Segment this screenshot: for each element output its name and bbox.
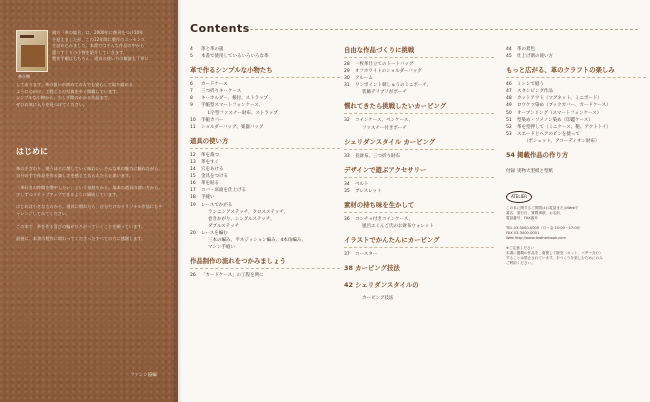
item-title: 金具をつける <box>201 174 228 180</box>
publisher-line: TEL 03-3000-0000（月〜金 10:00〜17:00） <box>506 226 583 231</box>
intro-line: してあります。革の扱いが初めての方でも安心して取り組める <box>16 82 133 87</box>
item-title: 三本の編み、平ネジッション編み、4本角編み、 <box>208 237 307 243</box>
section-title: 38 カービング技法 <box>344 264 400 273</box>
page-number: 13 <box>190 159 196 165</box>
contents-item <box>190 272 340 279</box>
section-title: 42 シェリダンスタイルの <box>344 281 419 290</box>
page-number: 16 <box>190 181 196 187</box>
item-title: （ポシェット、アコーディオン財布） <box>524 138 600 144</box>
contents-item <box>190 216 340 223</box>
item-title: 革を貼る <box>201 181 219 187</box>
page-number: 35 <box>344 188 350 194</box>
contents-item <box>506 88 646 95</box>
publisher-line: ※ご注意ください <box>506 246 535 251</box>
contents-item <box>506 53 646 60</box>
item-title: ファスナー付きポーチ <box>362 125 407 131</box>
section-title: 作品制作の流れをつかみましょう <box>190 257 340 269</box>
publisher-info <box>506 183 646 266</box>
contents-column-3 <box>506 46 646 266</box>
page-number: 48 <box>506 96 512 102</box>
contents-item <box>506 110 646 117</box>
contents-item <box>190 46 340 53</box>
contents-item <box>190 95 340 102</box>
section-title: もっと広がる、革のクラフトの楽しみ <box>506 66 646 78</box>
contents-item <box>190 194 340 201</box>
page-number: 46 <box>506 82 512 88</box>
intro-line: 製作手順はもちろん、道具の使い方の解説も丁寧に <box>52 56 149 62</box>
thumbnail-image <box>21 45 45 67</box>
publisher-line: 書名、発行日、質問事項、お名前、 <box>506 211 564 216</box>
page-number: 5 <box>190 54 193 60</box>
book-cover-thumbnail <box>16 30 48 72</box>
page-number: 19 <box>190 202 196 208</box>
page-number: 11 <box>190 124 196 130</box>
preface-paragraph: はじめは小さなものから。道具に慣れたら、自分だけのオリジナル作品にもチャレンジしてみてください。 <box>16 204 163 216</box>
page-number: 付録 <box>506 169 515 175</box>
contents-item <box>190 81 340 88</box>
contents-item <box>190 166 340 173</box>
section-title: イラストでかんたんにカービング <box>344 236 494 248</box>
contents-title: Contents <box>190 22 250 35</box>
contents-item <box>344 68 494 75</box>
item-title: コンチョ付きコインケース、 <box>355 216 414 222</box>
page-number: 31 <box>344 83 350 89</box>
contents-item <box>506 168 646 175</box>
contents-section <box>190 257 340 279</box>
contents-item <box>506 81 646 88</box>
contents-item <box>190 180 340 187</box>
item-title: コースター <box>355 252 378 258</box>
preface-heading: はじめに <box>16 147 48 156</box>
item-title: アルーム <box>355 76 373 82</box>
page-number: 51 <box>506 117 512 123</box>
item-title: ロウケツ染め（ブックカバー、カードケース） <box>517 103 611 109</box>
page-number: 49 <box>506 103 512 109</box>
contents-item <box>344 89 494 96</box>
contents-item <box>344 216 494 223</box>
item-title: ベルト <box>355 181 369 187</box>
contents-section <box>344 166 494 195</box>
contents-item <box>506 131 646 138</box>
item-title: レースを編む <box>201 230 228 236</box>
contents-item <box>190 244 340 251</box>
item-title: コバ・床面を仕上げる <box>201 188 246 194</box>
section-title: 54 掲載作品の作り方 <box>506 151 569 160</box>
page-number: 18 <box>190 195 196 201</box>
contents-item <box>190 110 340 117</box>
contents-item <box>190 230 340 237</box>
contents-item <box>344 251 494 258</box>
contents-section <box>344 281 494 302</box>
page-number: 29 <box>344 69 350 75</box>
section-title: 素材の持ち味を生かして <box>344 201 494 213</box>
contents-item <box>190 117 340 124</box>
contents-item <box>344 61 494 68</box>
page-number: 26 <box>190 273 196 279</box>
item-title: L字型ファスナー財布、ストラップ <box>208 110 278 116</box>
contents-item <box>190 152 340 159</box>
contents-item <box>344 181 494 188</box>
item-title: 巻きかがり、シングルステッチ、 <box>208 216 275 222</box>
item-title: 手帳型スマートフォンケース、 <box>201 103 264 109</box>
item-title: カービング技法 <box>362 296 394 302</box>
item-title: 革を裁つ <box>201 152 219 158</box>
item-title: 実物大型紙と型紙 <box>517 169 553 175</box>
page-number: 52 <box>506 124 512 130</box>
page-number: 4 <box>190 47 193 52</box>
contents-section <box>506 66 646 145</box>
contents-section <box>344 138 494 160</box>
item-title: 革をすく <box>201 159 219 165</box>
item-title: カードケース <box>201 82 228 88</box>
publisher-line: Web http://www.leatherbook.com <box>506 236 566 241</box>
section-title: シェリダンスタイル カービング <box>344 138 494 150</box>
page-number: 14 <box>190 167 196 173</box>
contents-item <box>190 124 340 131</box>
item-title: スタンピング作品 <box>517 89 553 95</box>
contents-section <box>344 201 494 230</box>
preface-paragraph: 「革好きの仲間を増やしたい」という気持ちから、基本の道具の使い方から、少しずつステップアップできるように構成しています。 <box>16 185 163 197</box>
contents-item <box>344 223 494 230</box>
thumbnail-title-bar <box>20 35 34 38</box>
publisher-logo: ATELIER <box>506 191 532 203</box>
contents-divider <box>250 29 638 30</box>
item-title: キーホルダー、根付、ストラップ <box>201 96 269 102</box>
publisher-line: 本書に掲載の作品を、複製して販売（ネット、バザー含む） <box>506 251 603 256</box>
publisher-line: することは禁止されています。手づくりを楽しむためにのみ <box>506 256 603 261</box>
item-title: カットアウト（マグネット、ミニボード） <box>517 96 602 102</box>
contents-section <box>190 46 340 60</box>
page-number: 33 <box>344 153 350 159</box>
contents-section <box>506 168 646 175</box>
item-title: ワンポイント刺しゅうのミニポーチ、 <box>355 83 432 89</box>
item-title: ショルダーバッグ、楽器バッグ <box>201 124 264 130</box>
page-number: 47 <box>506 89 512 95</box>
item-title: ミシンで縫う <box>517 82 544 88</box>
contents-section <box>190 66 340 131</box>
contents-item <box>344 153 494 160</box>
page-number: 17 <box>190 188 196 194</box>
contents-item <box>344 117 494 124</box>
item-title: 手帳カバー <box>201 117 224 123</box>
page-number: 34 <box>344 181 350 187</box>
publisher-line: 電話番号、FAX番号 <box>506 216 538 221</box>
contents-section <box>344 46 494 96</box>
page-number: 12 <box>190 152 196 158</box>
publisher-line: FAX 03-3000-0001 <box>506 231 540 236</box>
item-title: 「カードケース」の工程を例に <box>201 273 264 279</box>
intro-text-continued <box>16 82 168 108</box>
contents-item <box>190 159 340 166</box>
item-title: 革の着色 <box>517 47 535 52</box>
preface-paragraph: 革の手ざわり、使うほどに増していく味わい。そんな革の魅力に触れながら、自分の手で作品を作る楽しさを感じてもらえたらと思います。 <box>16 166 163 178</box>
item-title: 仕上げ剤の使い方 <box>517 54 553 60</box>
item-title: コインケース、ペンケース、 <box>355 118 414 124</box>
page-number: 36 <box>344 216 350 222</box>
intro-line: ように心がけ、工程ごとの写真を多く掲載しています。 <box>16 88 121 94</box>
page-number: 50 <box>506 110 512 116</box>
contents-item <box>506 95 646 102</box>
page-number: 44 <box>506 47 512 52</box>
contents-item <box>506 138 646 145</box>
publisher-line: この本に関するご質問はお電話またはWebで <box>506 206 579 211</box>
contents-item <box>190 223 340 230</box>
intro-line: 選りすぐりの小物を紹介していきます。 <box>52 49 128 55</box>
contents-item <box>190 209 340 216</box>
intro-line: 親方「革の総合」は、2000年に創刊をつけ10年 <box>52 30 144 35</box>
contents-section <box>344 102 494 131</box>
contents-item <box>344 295 494 302</box>
contents-item <box>190 202 340 209</box>
page-number: 28 <box>344 62 350 67</box>
page-number: 10 <box>190 117 196 123</box>
intro-line: を詰め込みました。本書ではそんな作品の中から <box>52 43 145 49</box>
thumbnail-label: 革小物 <box>18 74 30 79</box>
page-number: 30 <box>344 76 350 82</box>
contents-item <box>344 75 494 82</box>
section-title: 道具の使い方 <box>190 137 340 149</box>
page-number: 8 <box>190 96 193 102</box>
item-title: ダブルステッチ <box>208 223 240 229</box>
page-number: 20 <box>190 230 196 236</box>
section-title: 自由な作品づくりに挑戦 <box>344 46 494 58</box>
item-title: スエードとヘアのビンを使って <box>517 131 580 137</box>
page-gutter <box>174 0 182 402</box>
item-title: 型染め・ソメノン染め（印鑑ケース） <box>517 117 593 123</box>
contents-item <box>190 88 340 95</box>
contents-item <box>506 102 646 109</box>
page-number: 15 <box>190 174 196 180</box>
contents-section <box>506 46 646 60</box>
contents-item <box>506 46 646 53</box>
item-title: 風呂エくんご氏のお財布ウォレット <box>362 224 434 230</box>
contents-column-2 <box>344 46 494 308</box>
preface-paragraph: 最後に、本書の製作に関わってくださったすべての方に感謝します。 <box>16 236 146 242</box>
item-title: 革と革の扱 <box>201 47 224 52</box>
contents-item <box>506 117 646 124</box>
intro-text <box>52 30 168 63</box>
intro-line: を迎えましたが、この12年間に製作のエッセンス <box>52 36 146 42</box>
contents-item <box>506 124 646 131</box>
contents-item <box>190 237 340 244</box>
contents-item <box>344 82 494 89</box>
preface-body <box>16 166 166 249</box>
item-title: 本書で使用しているいろいろな革 <box>201 54 269 60</box>
page-number: 6 <box>190 82 193 88</box>
contents-section <box>190 137 340 251</box>
item-title: オフホワイトのショルダーバッグ <box>355 69 422 75</box>
item-title: 手縫い <box>201 195 215 201</box>
section-title: 慣れてきたら挑戦したいカービング <box>344 102 494 114</box>
item-title: マシン手縫い <box>208 245 235 251</box>
item-title: レースでかがる <box>201 202 233 208</box>
contents-item <box>344 125 494 132</box>
page-number: 37 <box>344 252 350 258</box>
intro-panel <box>0 0 178 402</box>
contents-item <box>190 173 340 180</box>
page-number: 32 <box>344 118 350 124</box>
contents-item <box>190 187 340 194</box>
item-title: 革を型押して（ミニケース、鞄、アクトトイ） <box>517 124 612 130</box>
item-title: 装飾デリプリがポーチ <box>362 90 407 96</box>
item-title: 穴をあける <box>201 167 224 173</box>
item-title: 長財布、三つ折り財布 <box>355 153 400 159</box>
page-number: 53 <box>506 131 512 137</box>
section-title: デザインで遊ぶアクセサリー <box>344 166 494 178</box>
contents-section <box>344 236 494 258</box>
contents-section <box>344 264 494 275</box>
item-title: オープンリング（スマートフォンケース） <box>517 110 602 116</box>
item-title: ブレスレット <box>355 188 382 194</box>
page-number: 45 <box>506 54 512 60</box>
contents-item <box>190 102 340 109</box>
contents-item <box>190 53 340 60</box>
item-title: 一枚革仕立てのトートバッグ <box>355 62 414 67</box>
contents-section <box>506 151 646 162</box>
contents-item <box>344 188 494 195</box>
intro-line: シンプルな小物から、少し手間のかかる作品まで、 <box>16 95 112 101</box>
page-number: 7 <box>190 89 193 95</box>
contents-column-1 <box>190 46 340 285</box>
page-number: 9 <box>190 103 193 109</box>
publisher-line: ご利用ください。 <box>506 261 535 266</box>
item-title: ランニングステッチ、クロスステッチ、 <box>208 209 289 215</box>
intro-line: ぜひお気に入りを見つけてください。 <box>16 101 88 107</box>
item-title: 三つ折りキーケース <box>201 89 242 95</box>
preface-paragraph: この本で、革を作る喜びの輪がひろがっていくことを願っています。 <box>16 223 146 229</box>
section-title: 革で作るシンプルな小物たち <box>190 66 340 78</box>
preface-signature: ファンシ協編 <box>130 373 157 378</box>
